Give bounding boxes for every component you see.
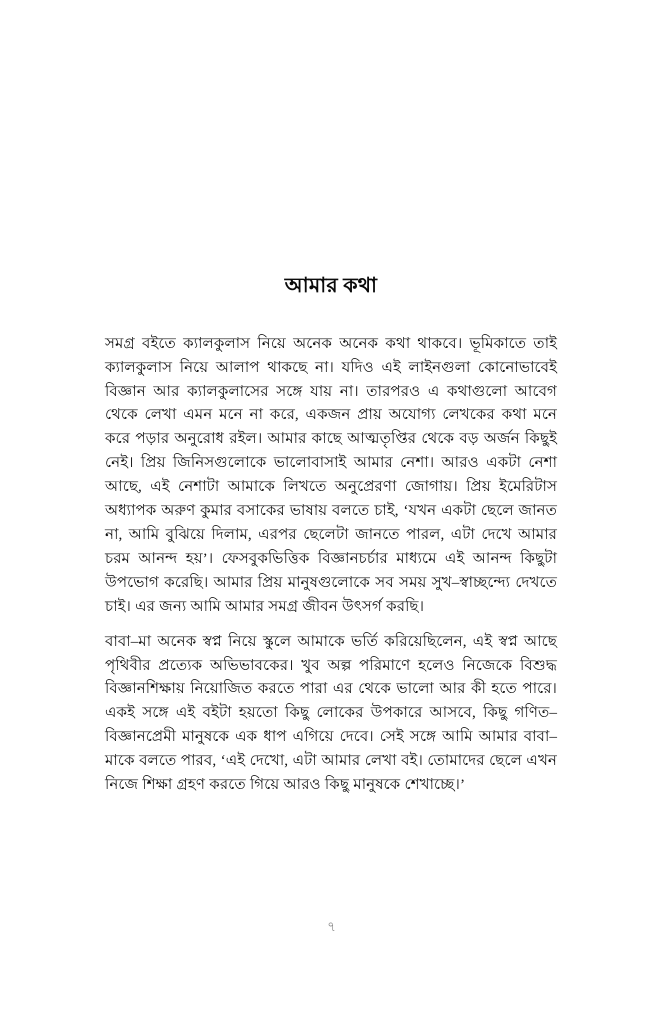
chapter-title: আমার কথা	[284, 275, 378, 297]
page-number: ৭	[327, 919, 336, 934]
paragraph-1: সমগ্র বইতে ক্যালকুলাস নিয়ে অনেক অনেক কথা থাকবে। ভূমিকাতে তাই ক্যালকুলাস নিয়ে আলাপ থাকছে না। যদিও এই লাইনগুলা কোনোভাবেই বিজ্ঞান আর ক্যালকুলাসের সঙ্গে যায় না। তারপরও এ কথাগুলো আবেগ থেকে লেখা এমন মনে না করে, একজন প্রায় অযোগ্য লেখকের কথা মনে করে পড়ার অনুরোধ রইল। আমার কাছে আত্মতৃপ্তির থেকে বড় অর্জন কিছুই নেই। প্রিয় জিনিসগুলোকে ভালোবাসাই আমার নেশা। আরও একটা নেশা আছে, এই নেশাটা আমাকে লিখতে অনুপ্রেরণা জোগায়। প্রিয় ইমেরিটাস অধ্যাপক অরুণ কুমার বসাকের ভাষায় বলতে চাই, ‘যখন একটা ছেলে জানত না, আমি বুঝিয়ে দিলাম, এরপর ছেলেটা জানতে পারল, এটা দেখে আমার চরম আনন্দ হয়’। ফেসবুকভিত্তিক বিজ্ঞানচর্চার মাধ্যমে এই আনন্দ কিছুটা উপভোগ করেছি। আমার প্রিয় মানুষগুলোকে সব সময় সুখ–স্বাচ্ছন্দ্যে দেখতে চাই। এর জন্য আমি আমার সমগ্র জীবন উৎসর্গ করছি।	[105, 334, 557, 615]
paragraph-2: বাবা–মা অনেক স্বপ্ন নিয়ে স্কুলে আমাকে ভর্তি করিয়েছিলেন, এই স্বপ্ন আছে পৃথিবীর প্রত্যেক অভিভাবকের। খুব অল্প পরিমাণে হলেও নিজেকে বিশুদ্ধ বিজ্ঞানশিক্ষায় নিয়োজিত করতে পারা এর থেকে ভালো আর কী হতে পারে। একই সঙ্গে এই বইটা হয়তো কিছু লোকের উপকারে আসবে, কিছু গণিত–বিজ্ঞানপ্রেমী মানুষকে এক ধাপ এগিয়ে দেবে। সেই সঙ্গে আমি আমার বাবা–মাকে বলতে পারব, ‘এই দেখো, এটা আমার লেখা বই। তোমাদের ছেলে এখন নিজে শিক্ষা গ্রহণ করতে গিয়ে আরও কিছু মানুষকে শেখাচ্ছে।’	[105, 632, 557, 794]
chapter-content	[105, 272, 557, 797]
